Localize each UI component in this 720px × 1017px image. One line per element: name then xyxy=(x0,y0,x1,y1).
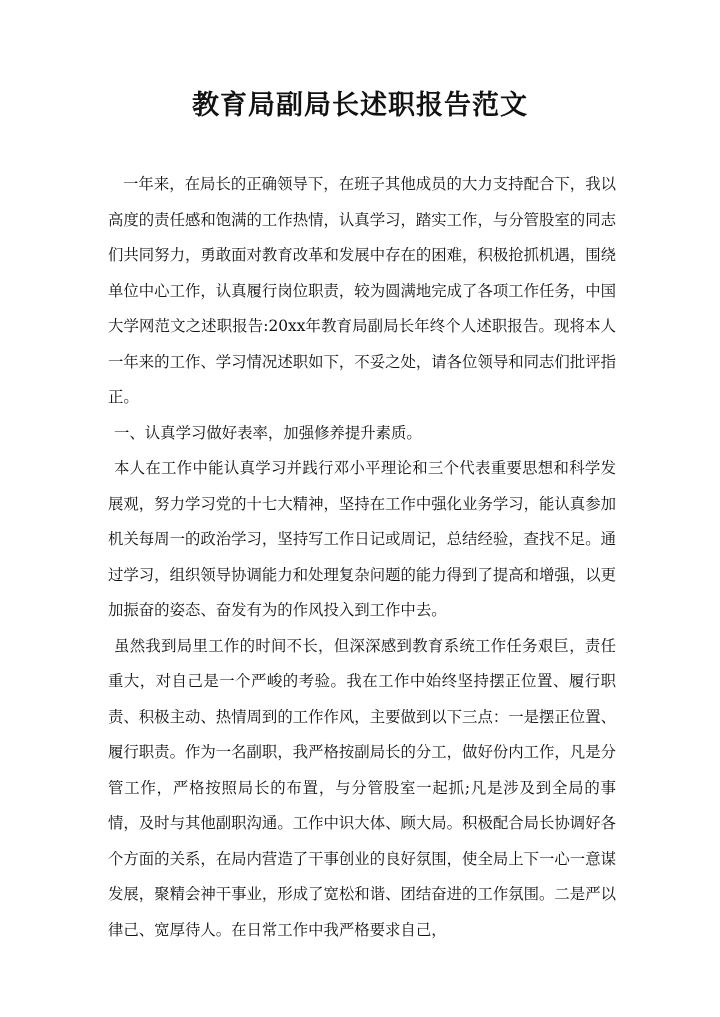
document-body xyxy=(108,167,616,948)
document-title: 教育局副局长述职报告范文 xyxy=(192,90,528,121)
paragraph-study: 本人在工作中能认真学习并践行邓小平理论和三个代表重要思想和科学发展观，努力学习党的十七大精神，坚持在工作中强化业务学习，能认真参加机关每周一的政治学习，坚持写工作日记或周记，总结经验，查找不足。通过学习，组织领导协调能力和处理复杂问题的能力得到了提高和增强，以更加振奋的姿态、奋发有为的作风投入到工作中去。 xyxy=(108,459,616,619)
paragraph-intro: 一年来，在局长的正确领导下，在班子其他成员的大力支持配合下，我以高度的责任感和饱满的工作热情，认真学习，踏实工作，与分管股室的同志们共同努力，勇敢面对教育改革和发展中存在的困难，积极抢抓机遇，围绕单位中心工作，认真履行岗位职责，较为圆满地完成了各项工作任务，中国大学网范文之述职报告:20xx年教育局副局长年终个人述职报告。现将本人一年来的工作、学习情况述职如下，不妥之处，请各位领导和同志们批评指正。 xyxy=(108,175,616,406)
section-heading-1: 一、认真学习做好表率，加强修养提升素质。 xyxy=(114,423,422,442)
paragraph-work-style: 虽然我到局里工作的时间不长，但深深感到教育系统工作任务艰巨，责任重大，对自己是一个严峻的考验。我在工作中始终坚持摆正位置、履行职责、积极主动、热情周到的工作作风，主要做到以下三点：一是摆正位置、履行职责。作为一名副职，我严格按副局长的分工，做好份内工作，凡是分管工作，严格按照局长的布置，与分管股室一起抓;凡是涉及到全局的事情，及时与其他副职沟通。工作中识大体、顾大局。积极配合局长协调好各个方面的关系，在局内营造了干事创业的良好氛围，使全局上下一心一意谋发展，聚精会神干事业，形成了宽松和谐、团结奋进的工作氛围。二是严以律己、宽厚待人。在日常工作中我严格要求自己， xyxy=(108,636,616,939)
